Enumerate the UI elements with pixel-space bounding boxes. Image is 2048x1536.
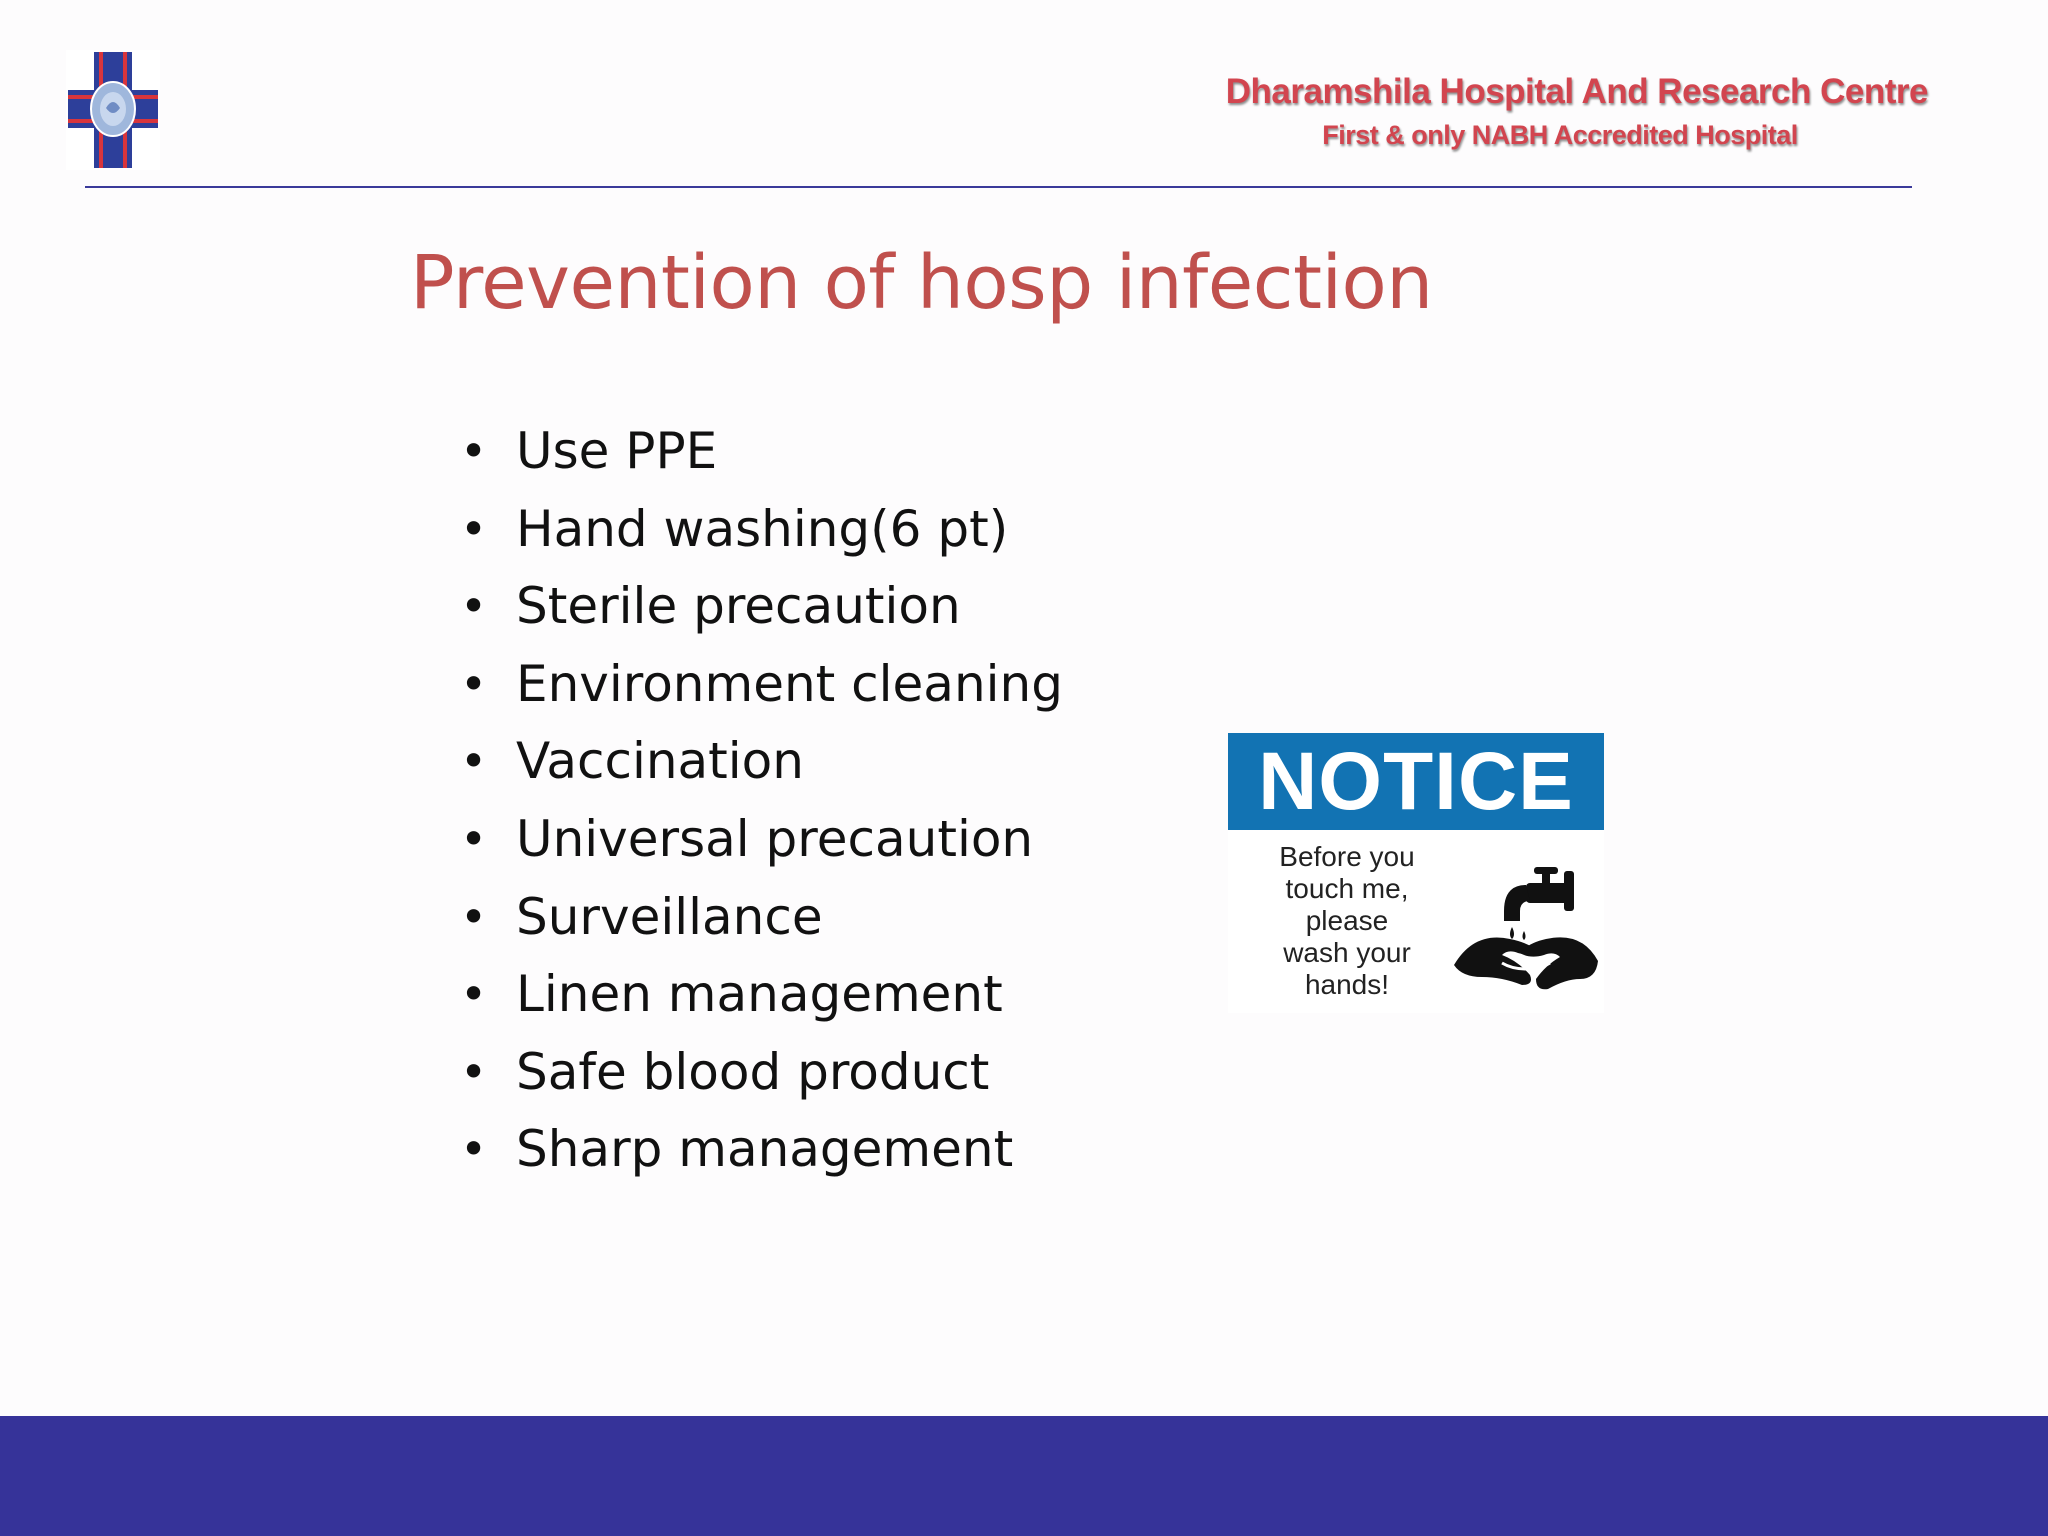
bullet-text: Hand washing(6 pt) <box>516 499 1009 558</box>
bullet-text: Sharp management <box>516 1120 1014 1179</box>
slide-title: Prevention of hosp infection <box>410 240 1433 326</box>
bullet-text: Use PPE <box>516 422 718 480</box>
bullet-item <box>460 1037 1063 1115</box>
bullet-dot-icon: • <box>460 1122 488 1177</box>
bullet-text: Environment cleaning <box>516 654 1063 713</box>
bullet-item <box>460 726 1063 804</box>
bullet-item <box>460 804 1063 882</box>
notice-line: hands! <box>1304 969 1390 1000</box>
bullet-dot-icon: • <box>460 424 488 478</box>
notice-heading: NOTICE <box>1228 733 1604 830</box>
bullet-item <box>460 649 1063 727</box>
bullet-item <box>460 494 1063 572</box>
bullet-dot-icon: • <box>460 656 488 711</box>
notice-message <box>1228 841 1466 1001</box>
notice-line: wash your <box>1283 937 1411 968</box>
bullet-item <box>460 959 1063 1037</box>
hospital-tagline: First & only NABH Accredited Hospital <box>1322 120 1798 150</box>
bullet-text: Sterile precaution <box>516 577 961 636</box>
bullet-dot-icon: • <box>460 734 488 789</box>
bullet-dot-icon: • <box>460 967 488 1022</box>
bullet-text: Universal precaution <box>516 809 1034 868</box>
bullet-dot-icon: • <box>460 1044 488 1099</box>
footer-band <box>0 1416 2048 1536</box>
bullet-item <box>460 882 1063 960</box>
bullet-dot-icon: • <box>460 889 488 944</box>
bullet-item <box>460 416 1063 494</box>
faucet-handwash-icon <box>1452 865 1600 1005</box>
bullet-item <box>460 571 1063 649</box>
bullet-dot-icon: • <box>460 811 488 866</box>
bullet-item <box>460 1114 1063 1192</box>
notice-line: touch me, <box>1285 873 1409 904</box>
bullet-list <box>460 416 1063 1192</box>
bullet-text: Safe blood product <box>516 1042 990 1101</box>
notice-sign-image <box>1228 733 1604 1013</box>
bullet-text: Vaccination <box>516 732 804 791</box>
bullet-dot-icon: • <box>460 579 488 634</box>
notice-line: Before you <box>1279 841 1415 872</box>
bullet-text: Linen management <box>516 965 1003 1024</box>
header-divider <box>85 186 1912 188</box>
notice-line: please <box>1305 905 1389 936</box>
bullet-text: Surveillance <box>516 887 823 946</box>
hospital-name: Dharamshila Hospital And Research Centre <box>1225 72 1928 111</box>
hospital-logo-icon <box>66 50 160 170</box>
bullet-dot-icon: • <box>460 501 488 556</box>
